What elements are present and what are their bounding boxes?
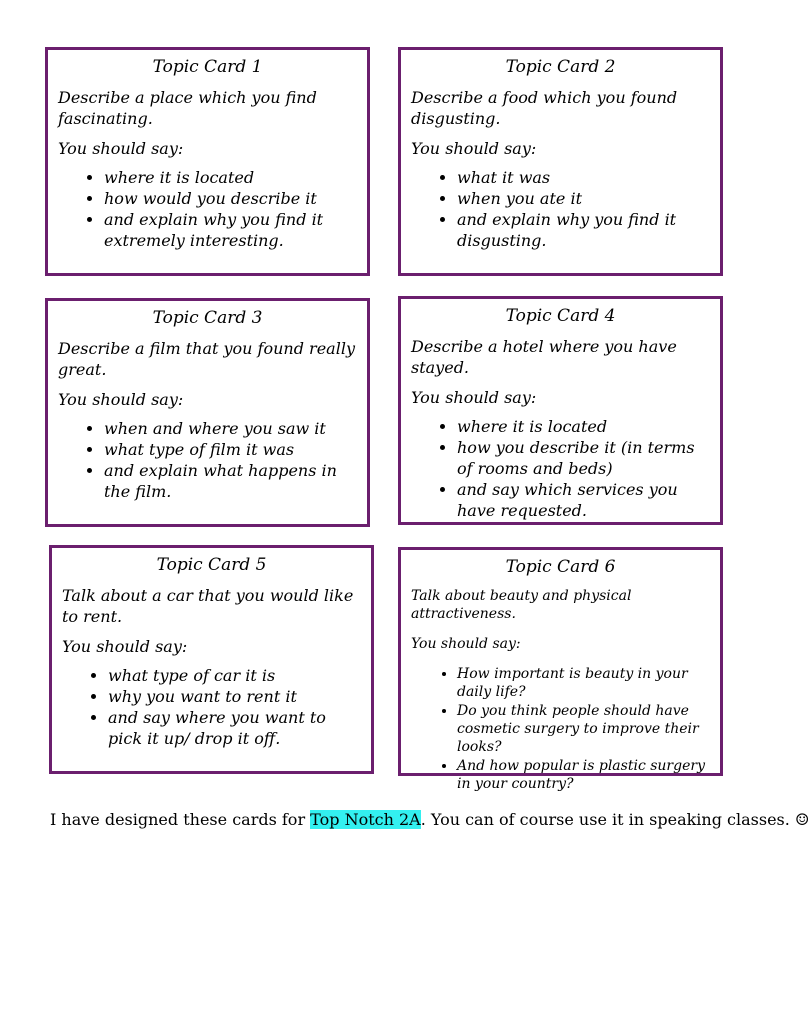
card-bullet: • how would you describe it xyxy=(104,188,357,209)
card-title: Topic Card 5 xyxy=(156,555,267,575)
card-bullet-list xyxy=(58,167,357,251)
topic-card-5 xyxy=(49,545,374,774)
card-bullet: • How important is beauty in your daily life? xyxy=(457,665,710,701)
card-instruction: You should say: xyxy=(62,637,188,656)
card-title: Topic Card 3 xyxy=(152,308,263,328)
card-bullet: • what type of film it was xyxy=(104,439,357,460)
card-bullet-list xyxy=(411,665,710,793)
card-bullet: • when you ate it xyxy=(457,188,710,209)
card-prompt: Talk about a car that you would like to rent. xyxy=(62,586,354,626)
card-bullet: • Do you think people should have cosmetic surgery to improve their looks? xyxy=(457,702,710,756)
card-bullet: • and explain why you find it disgusting. xyxy=(457,209,710,251)
card-instruction: You should say: xyxy=(58,139,184,158)
card-bullet-list xyxy=(62,665,361,749)
card-bullet: • when and where you saw it xyxy=(104,418,357,439)
card-bullet-list xyxy=(411,167,710,251)
card-title: Topic Card 2 xyxy=(505,57,616,77)
card-prompt: Describe a place which you find fascinating. xyxy=(58,88,317,128)
card-instruction: You should say: xyxy=(58,390,184,409)
footer-text-end: . You can of course use it in speaking classes. xyxy=(420,810,795,829)
topic-card-6 xyxy=(398,547,723,792)
card-bullet: • and explain what happens in the film. xyxy=(104,460,357,502)
topic-card-1 xyxy=(45,47,370,276)
card-title: Topic Card 4 xyxy=(505,306,616,326)
card-bullet: • And how popular is plastic surgery in your country? xyxy=(457,757,710,793)
card-title: Topic Card 6 xyxy=(505,557,616,577)
card-bullet-list xyxy=(411,416,710,521)
card-prompt: Describe a film that you found really great. xyxy=(58,339,355,379)
card-prompt: Describe a food which you found disgusting. xyxy=(411,88,678,128)
topic-card-4 xyxy=(398,296,723,525)
card-prompt: Talk about beauty and physical attractiveness. xyxy=(411,588,632,622)
card-bullet: • and say which services you have requested. xyxy=(457,479,710,521)
smiley-icon: ☺ xyxy=(794,810,809,829)
card-bullet-list xyxy=(58,418,357,502)
card-title: Topic Card 1 xyxy=(152,57,263,77)
card-bullet: • where it is located xyxy=(104,167,357,188)
topic-card-2 xyxy=(398,47,723,276)
card-instruction: You should say: xyxy=(411,388,537,407)
card-bullet: • where it is located xyxy=(457,416,710,437)
card-bullet: • how you describe it (in terms of rooms and beds) xyxy=(457,437,710,479)
card-instruction: You should say: xyxy=(411,139,537,158)
card-instruction: You should say: xyxy=(411,636,521,652)
highlighted-book-title: Top Notch 2A xyxy=(310,810,421,829)
card-bullet: • and explain why you find it extremely interesting. xyxy=(104,209,357,251)
topic-card-3 xyxy=(45,298,370,527)
footer-text-start: I have designed these cards for xyxy=(50,810,311,829)
card-prompt: Describe a hotel where you have stayed. xyxy=(411,337,677,377)
card-bullet: • and say where you want to pick it up/ drop it off. xyxy=(108,707,361,749)
card-bullet: • what type of car it is xyxy=(108,665,361,686)
card-bullet: • why you want to rent it xyxy=(108,686,361,707)
card-bullet: • what it was xyxy=(457,167,710,188)
footer-note xyxy=(50,809,809,831)
